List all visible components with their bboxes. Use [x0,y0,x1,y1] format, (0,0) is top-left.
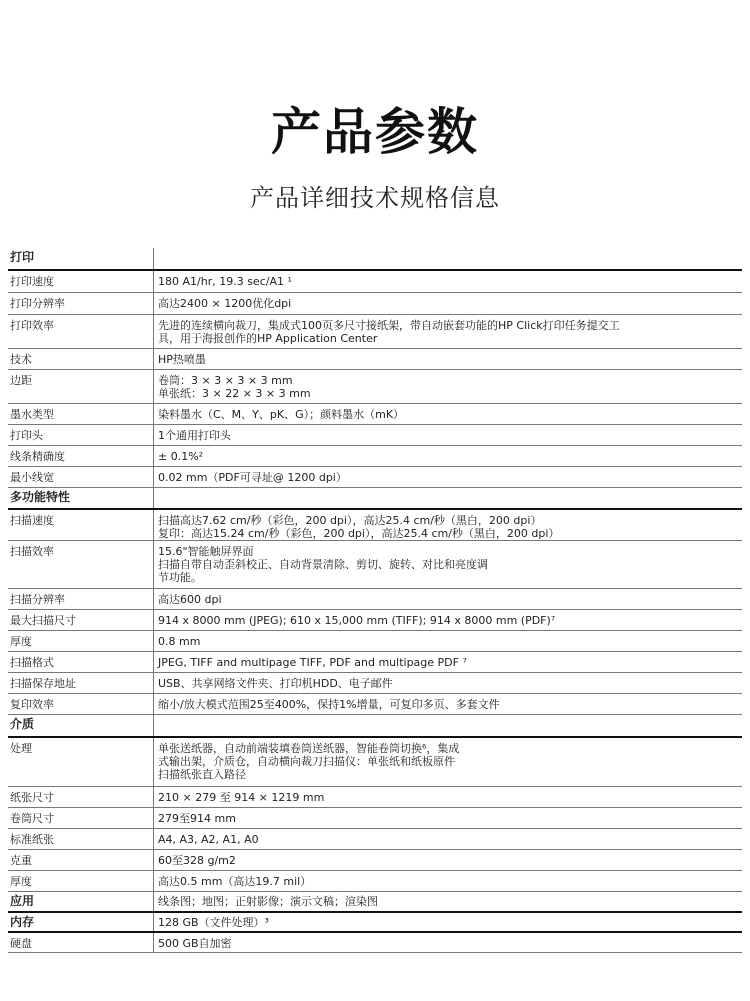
spec-value [154,292,743,314]
spec-label: 纸张尺寸 [8,787,154,808]
spec-value [154,631,743,652]
spec-value [154,509,743,541]
spec-label: 扫描速度 [8,509,154,541]
spec-label: 打印速度 [8,270,154,292]
spec-value [154,248,743,270]
spec-row [8,424,742,445]
spec-label: 扫描保存地址 [8,673,154,694]
spec-value-line: 染料墨水（C、M、Y、pK、G）；颜料墨水（mK） [158,407,405,421]
spec-label: 复印效率 [8,694,154,715]
spec-label: 技术 [8,348,154,369]
spec-row [8,466,742,487]
spec-row [8,403,742,424]
spec-value [154,892,743,912]
spec-value [154,466,743,487]
spec-value [154,424,743,445]
spec-value-line: 0.8 mm [158,635,201,648]
spec-row [8,871,742,892]
spec-value-line: 128 GB（文件处理）³ [158,915,269,929]
spec-value-line: 279至914 mm [158,812,236,825]
spec-row [8,541,742,589]
spec-label: 边距 [8,369,154,403]
spec-value-line: 高达0.5 mm（高达19.7 mil） [158,875,312,888]
spec-value-line: A4, A3, A2, A1, A0 [158,833,259,846]
spec-label: 厚度 [8,631,154,652]
spec-value [154,652,743,673]
spec-label: 扫描分辨率 [8,589,154,610]
spec-value-line: 1个通用打印头 [158,428,231,442]
spec-value [154,314,743,348]
spec-row [8,445,742,466]
spec-value [154,610,743,631]
spec-row [8,932,742,953]
spec-value-line: 扫描高达7.62 cm/秒（彩色，200 dpi），高达25.4 cm/秒（黑白，200 dpi） [158,514,542,527]
spec-value-line: 扫描纸张直入路径 [158,767,246,781]
spec-label: 克重 [8,850,154,871]
spec-value-line: 卷筒：3 × 3 × 3 × 3 mm [158,373,293,387]
spec-value-line: USB、共享网络文件夹、打印机HDD、电子邮件 [158,677,393,690]
spec-row [8,694,742,715]
spec-value-line: 具，用于海报创作的HP Application Center [158,331,378,345]
spec-value-line: 210 × 279 至 914 × 1219 mm [158,791,325,804]
spec-row [8,348,742,369]
spec-row [8,892,742,912]
spec-value [154,829,743,850]
spec-row [8,850,742,871]
spec-label: 厚度 [8,871,154,892]
spec-value-line: ± 0.1%² [158,449,204,463]
spec-value [154,445,743,466]
spec-value [154,270,743,292]
spec-value-line: 缩小/放大模式范围25至400%，保持1%增量，可复印多页、多套文件 [158,698,500,711]
spec-value [154,871,743,892]
spec-row [8,369,742,403]
spec-value-line: 单张纸：3 × 22 × 3 × 3 mm [158,386,311,400]
spec-row [8,912,742,932]
spec-value-line: 高达600 dpi [158,593,222,606]
spec-label: 扫描格式 [8,652,154,673]
spec-label: 最小线宽 [8,466,154,487]
spec-row [8,631,742,652]
spec-label: 线条精确度 [8,445,154,466]
spec-label: 打印分辨率 [8,292,154,314]
spec-value-line: 60至328 g/m2 [158,854,236,867]
spec-value-line: 500 GB自加密 [158,936,232,950]
section-header [8,248,742,270]
spec-row [8,673,742,694]
spec-value [154,808,743,829]
spec-label: 打印头 [8,424,154,445]
spec-row [8,292,742,314]
spec-value-line: 扫描自带自动歪斜校正、自动背景清除、剪切、旋转、对比和亮度调 [158,558,488,571]
spec-value-line: 线条图；地图；正射影像；演示文稿；渲染图 [158,895,378,908]
spec-value [154,715,743,737]
page-title: 产品参数 [271,103,479,161]
spec-value [154,348,743,369]
spec-value [154,787,743,808]
spec-label: 最大扫描尺寸 [8,610,154,631]
spec-value-line: 先进的连续横向裁刀，集成式100页多尺寸接纸架，带自动嵌套功能的HP Click打印任务提交工 [158,318,620,332]
spec-table [8,248,742,953]
spec-row [8,589,742,610]
spec-label: 多功能特性 [8,487,154,509]
spec-row [8,610,742,631]
spec-value-line: HP热喷墨 [158,352,206,366]
spec-row [8,270,742,292]
spec-label: 硬盘 [8,932,154,953]
spec-row [8,829,742,850]
section-header [8,715,742,737]
spec-value-line: 914 x 8000 mm (JPEG); 610 x 15,000 mm (TIFF); 914 x 8000 mm (PDF)⁷ [158,614,556,627]
spec-value-line: 15.6"智能触屏界面 [158,545,254,558]
spec-row [8,314,742,348]
spec-row [8,652,742,673]
spec-label: 标准纸张 [8,829,154,850]
spec-value [154,850,743,871]
spec-value [154,369,743,403]
spec-value-line: 式输出架，介质仓，自动横向裁刀扫描仪：单张纸和纸板原件 [158,754,455,768]
spec-row [8,737,742,787]
spec-value [154,541,743,589]
spec-value-line: 节功能。 [158,571,202,584]
spec-label: 应用 [8,892,154,912]
spec-value [154,487,743,509]
spec-value [154,589,743,610]
spec-label: 墨水类型 [8,403,154,424]
spec-label: 内存 [8,912,154,932]
spec-row [8,787,742,808]
spec-value-line: 高达2400 × 1200优化dpi [158,296,292,310]
spec-label: 打印 [8,248,154,270]
spec-value-line: 0.02 mm（PDF可寻址@ 1200 dpi） [158,470,347,484]
spec-label: 卷筒尺寸 [8,808,154,829]
spec-value [154,403,743,424]
spec-value-line: 180 A1/hr, 19.3 sec/A1 ¹ [158,275,292,288]
spec-value [154,912,743,932]
spec-value [154,694,743,715]
spec-value-line: 复印：高达15.24 cm/秒（彩色，200 dpi），高达25.4 cm/秒（黑白，200 dpi） [158,527,560,540]
spec-label: 扫描效率 [8,541,154,589]
spec-row [8,509,742,541]
spec-label: 打印效率 [8,314,154,348]
spec-value [154,932,743,953]
spec-label: 介质 [8,715,154,737]
section-header [8,487,742,509]
spec-value-line: 单张送纸器，自动前端装填卷筒送纸器，智能卷筒切换⁶，集成 [158,741,460,755]
spec-value [154,673,743,694]
spec-row [8,808,742,829]
page-subtitle: 产品详细技术规格信息 [250,184,500,212]
spec-value [154,737,743,787]
spec-label: 处理 [8,737,154,787]
spec-value-line: JPEG, TIFF and multipage TIFF, PDF and multipage PDF ⁷ [158,656,467,669]
